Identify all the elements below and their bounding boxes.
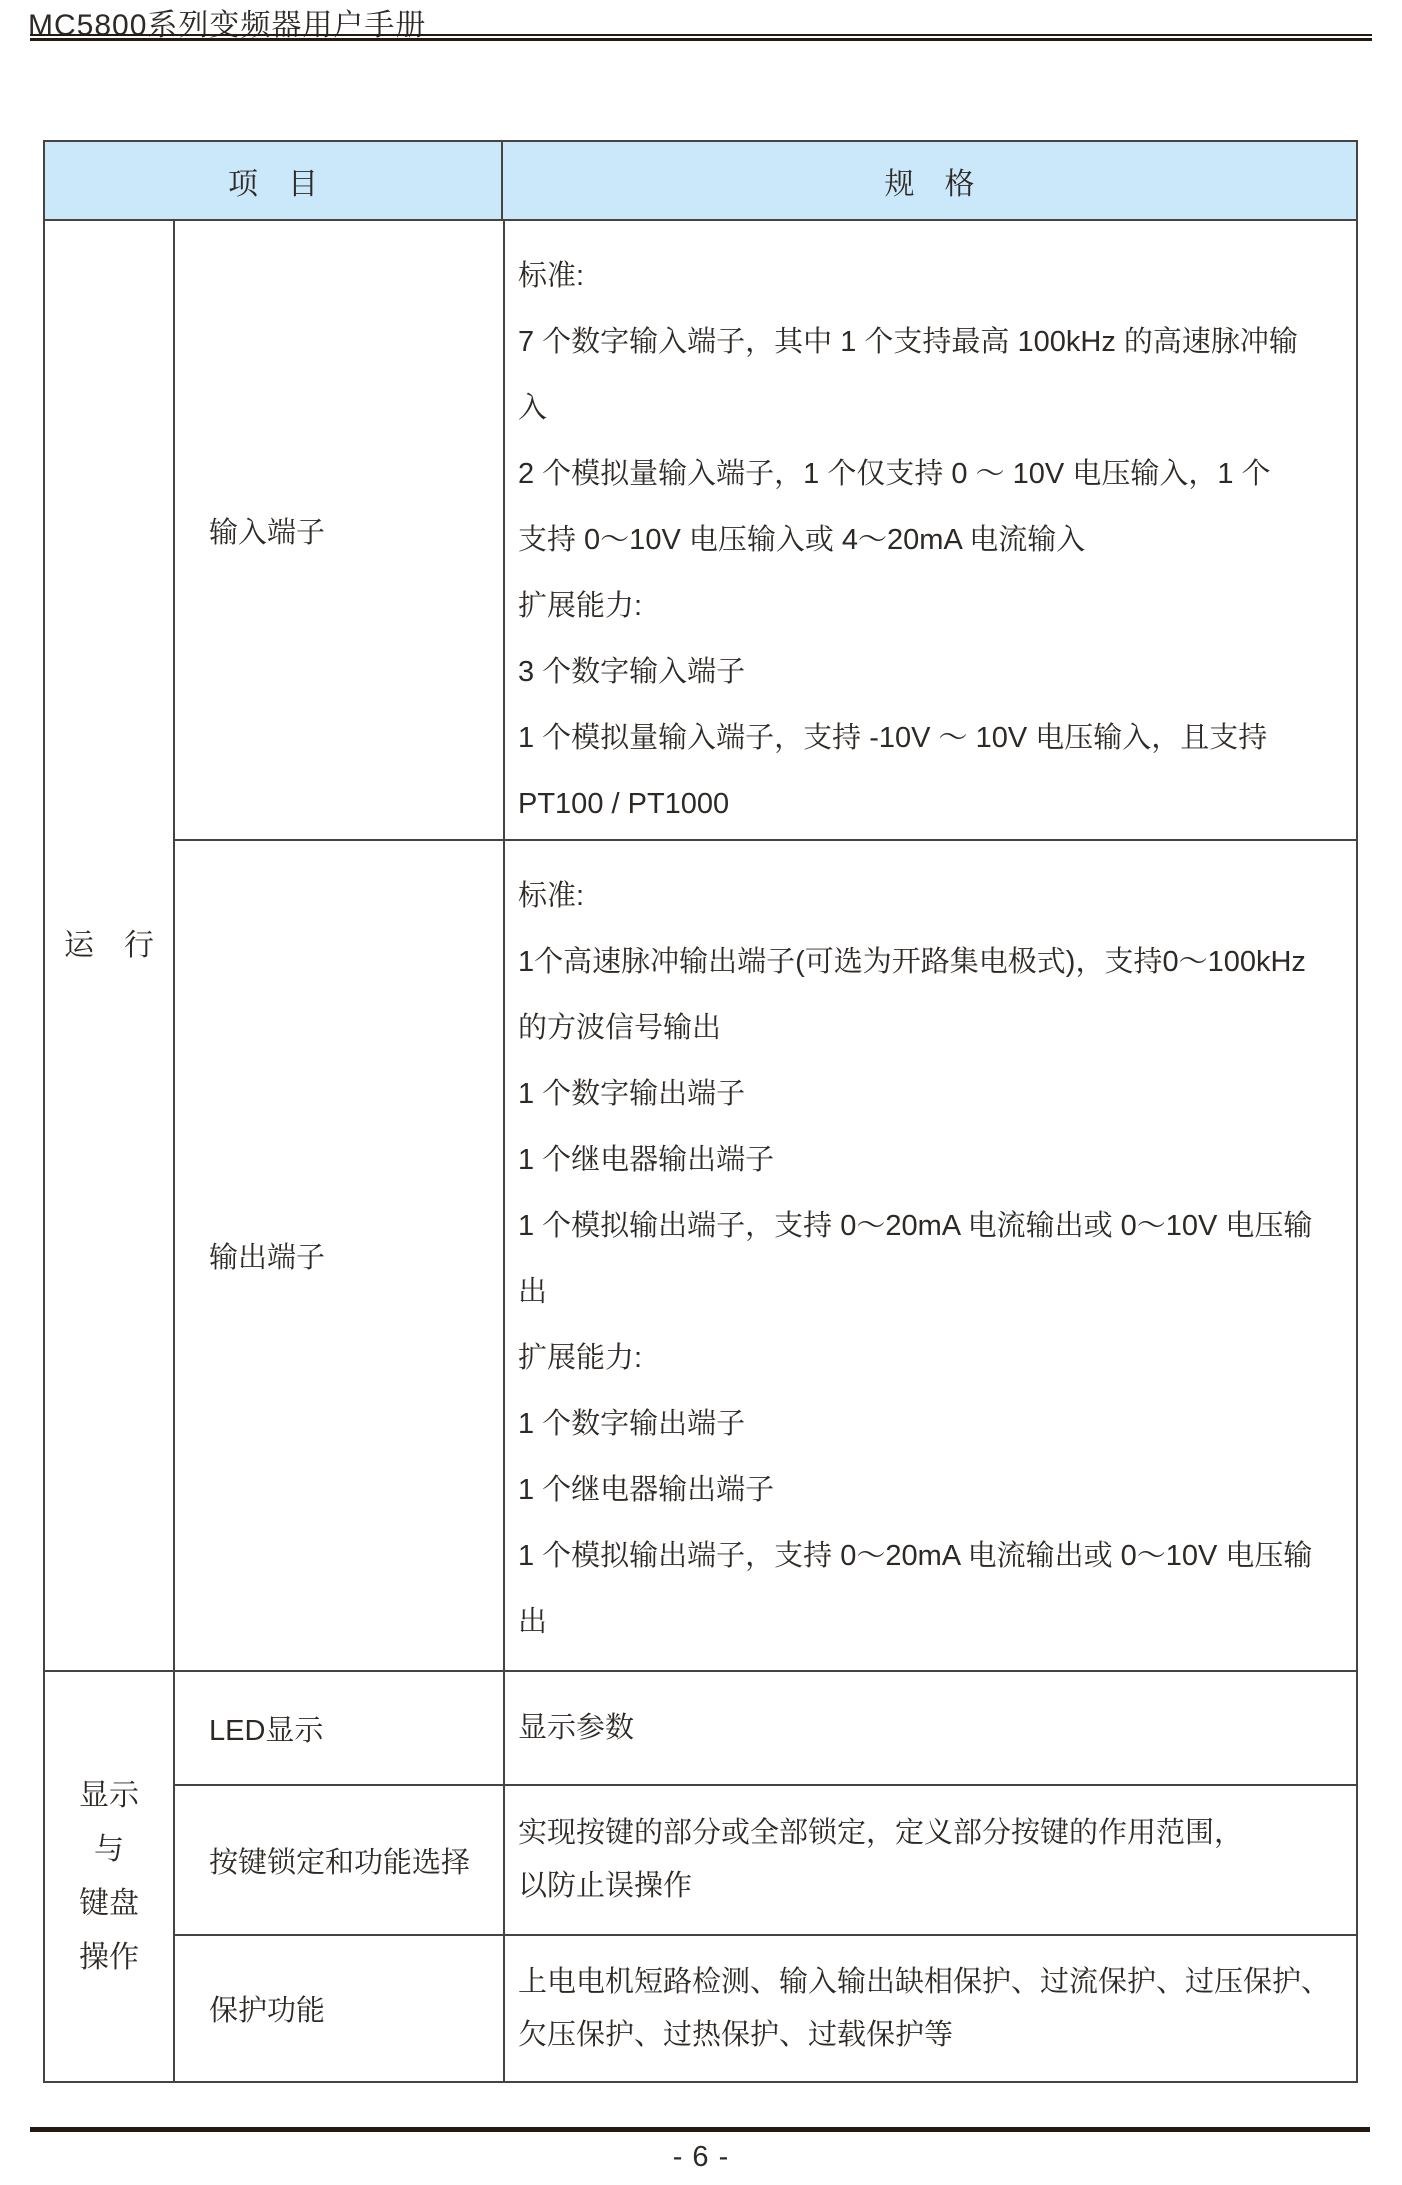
row-spec: [505, 221, 1356, 839]
spec-text-line: 扩展能力:: [518, 1342, 643, 1374]
spec-text-line: 扩展能力:: [518, 590, 643, 622]
spec-text-line: 2 个模拟量输入端子，1 个仅支持 0 ～ 10V 电压输入，1 个: [518, 458, 1271, 490]
row-label: LED显示: [175, 1672, 505, 1784]
row-spec: [505, 1786, 1356, 1934]
spec-text-line: 1 个继电器输出端子: [518, 1144, 775, 1176]
spec-text-line: 出: [518, 1276, 548, 1308]
table-header-row: [45, 142, 1356, 221]
spec-text-line: 上电电机短路检测、输入输出缺相保护、过流保护、过压保护、: [518, 1965, 1331, 1998]
spec-text-line: 的方波信号输出: [518, 1012, 722, 1044]
table-row-input-terminals: [175, 221, 1356, 839]
category-cell-operation: [45, 221, 175, 1670]
row-label: 按键锁定和功能选择: [175, 1786, 505, 1934]
page-title: MC5800系列变频器用户手册: [28, 9, 427, 42]
spec-text-line: 支持 0～10V 电压输入或 4～20mA 电流输入: [518, 524, 1086, 556]
row-spec: [505, 1672, 1356, 1784]
specifications-table: [43, 140, 1358, 2083]
title-divider-rule: [30, 34, 1372, 41]
spec-text-line: 1 个模拟输出端子，支持 0～20mA 电流输出或 0～10V 电压输: [518, 1540, 1313, 1572]
row-label: 输出端子: [175, 841, 505, 1670]
category-label-line: 与: [94, 1832, 124, 1866]
row-spec: [505, 841, 1356, 1670]
page-number: - 6 -: [672, 2141, 730, 2173]
spec-text-line: 1 个数字输出端子: [518, 1078, 746, 1110]
spec-text-line: 出: [518, 1606, 548, 1638]
spec-text-line: 显示参数: [518, 1711, 635, 1744]
table-row-protection: [175, 1934, 1356, 2081]
spec-text-line: 1 个继电器输出端子: [518, 1474, 775, 1506]
spec-text-line: 7 个数字输入端子，其中 1 个支持最高 100kHz 的高速脉冲输: [518, 326, 1298, 358]
column-header-spec: 规 格: [884, 167, 975, 201]
category-label-line: 操作: [79, 1940, 139, 1974]
row-spec: [505, 1936, 1356, 2081]
section-display-rows: [175, 1672, 1356, 2081]
spec-text-line: 3 个数字输入端子: [518, 656, 746, 688]
spec-text-line: 1 个模拟量输入端子，支持 -10V ～ 10V 电压输入，且支持: [518, 722, 1268, 754]
spec-text-line: 实现按键的部分或全部锁定，定义部分按键的作用范围，: [518, 1817, 1244, 1849]
footer-divider-rule: [30, 2127, 1370, 2132]
section-operation: [45, 221, 1356, 1672]
spec-text-line: 入: [518, 392, 548, 424]
category-label-line: 键盘: [79, 1886, 139, 1920]
spec-text-line: 标准:: [518, 880, 585, 912]
table-row-output-terminals: [175, 839, 1356, 1670]
category-label: 运 行: [64, 928, 154, 962]
table-row-key-lock: [175, 1784, 1356, 1934]
row-label: 保护功能: [175, 1936, 505, 2081]
section-operation-rows: [175, 221, 1356, 1670]
spec-text-line: 1个高速脉冲输出端子(可选为开路集电极式)，支持0～100kHz: [518, 946, 1306, 978]
row-label: 输入端子: [175, 221, 505, 839]
spec-text-line: 欠压保护、过热保护、过载保护等: [518, 2018, 954, 2051]
column-header-item: 项 目: [45, 142, 503, 219]
table-row-led-display: [175, 1672, 1356, 1784]
spec-text-line: 1 个数字输出端子: [518, 1408, 746, 1440]
spec-text-line: 标准:: [518, 260, 585, 292]
spec-text-line: PT100 / PT1000: [518, 788, 730, 820]
category-cell-display-keyboard: [45, 1672, 175, 2081]
section-display-keyboard: [45, 1672, 1356, 2081]
spec-text-line: 1 个模拟输出端子，支持 0～20mA 电流输出或 0～10V 电压输: [518, 1210, 1313, 1242]
category-label-line: 显示: [79, 1778, 139, 1812]
spec-text-line: 以防止误操作: [518, 1870, 693, 1902]
